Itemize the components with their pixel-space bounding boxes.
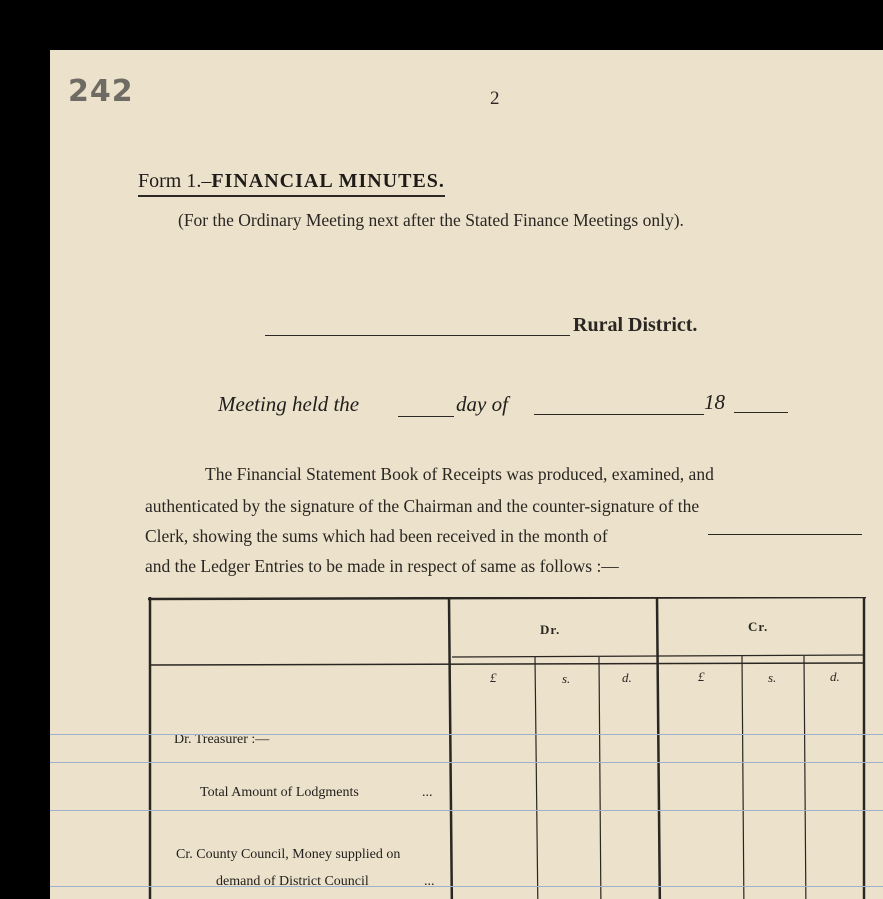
- form-title: [138, 170, 445, 197]
- ledger-row-dr-treasurer: Dr. Treasurer :—: [174, 732, 270, 747]
- meeting-day-blank: [398, 416, 454, 417]
- statement-month-blank: [708, 534, 862, 535]
- statement-line-2: authenticated by the signature of the Chairman and the counter-signature of the: [145, 496, 700, 516]
- dr-pounds-label: £: [490, 670, 497, 685]
- district-label: Rural District.: [573, 314, 698, 336]
- dr-pence-label: d.: [622, 670, 632, 685]
- folio-number: 242: [68, 74, 134, 109]
- dr-shillings-label: s.: [562, 671, 571, 686]
- cr-pence-label: d.: [830, 669, 840, 684]
- meeting-day-of-label: day of: [456, 392, 508, 416]
- meeting-year-blank: [734, 412, 788, 413]
- show-through-line-2: [50, 762, 883, 763]
- cr-shillings-label: s.: [768, 670, 777, 685]
- ledger-cr-header: Cr.: [748, 619, 769, 634]
- ledger-row-leader-2: ...: [424, 874, 435, 889]
- meeting-year-prefix: 18: [704, 390, 725, 414]
- form-title-main: FINANCIAL MINUTES.: [211, 170, 445, 192]
- document-page: [50, 50, 883, 899]
- statement-line-4: and the Ledger Entries to be made in respect of same as follows :—: [145, 556, 619, 576]
- show-through-line-4: [50, 886, 883, 887]
- statement-line-3: Clerk, showing the sums which had been received in the month of: [145, 526, 608, 546]
- ledger-row-demand: demand of District Council: [216, 874, 369, 889]
- cr-pounds-label: £: [698, 669, 705, 684]
- statement-line-1: The Financial Statement Book of Receipts was produced, examined, and: [205, 464, 714, 484]
- form-title-prefix: Form 1.–: [138, 170, 212, 192]
- show-through-line-3: [50, 810, 883, 811]
- district-name-blank: [265, 335, 570, 336]
- ledger-row-leader-1: ...: [422, 785, 433, 800]
- show-through-line-1: [50, 734, 883, 735]
- meeting-month-blank: [534, 414, 704, 415]
- page-number: 2: [490, 88, 500, 109]
- form-subtitle: (For the Ordinary Meeting next after the Stated Finance Meetings only).: [178, 210, 684, 230]
- ledger-table: [148, 597, 868, 899]
- ledger-row-total-lodgments: Total Amount of Lodgments: [200, 785, 359, 800]
- ledger-row-county-council: Cr. County Council, Money supplied on: [176, 847, 401, 862]
- meeting-held-label: Meeting held the: [218, 392, 360, 416]
- ledger-dr-header: Dr.: [540, 622, 561, 637]
